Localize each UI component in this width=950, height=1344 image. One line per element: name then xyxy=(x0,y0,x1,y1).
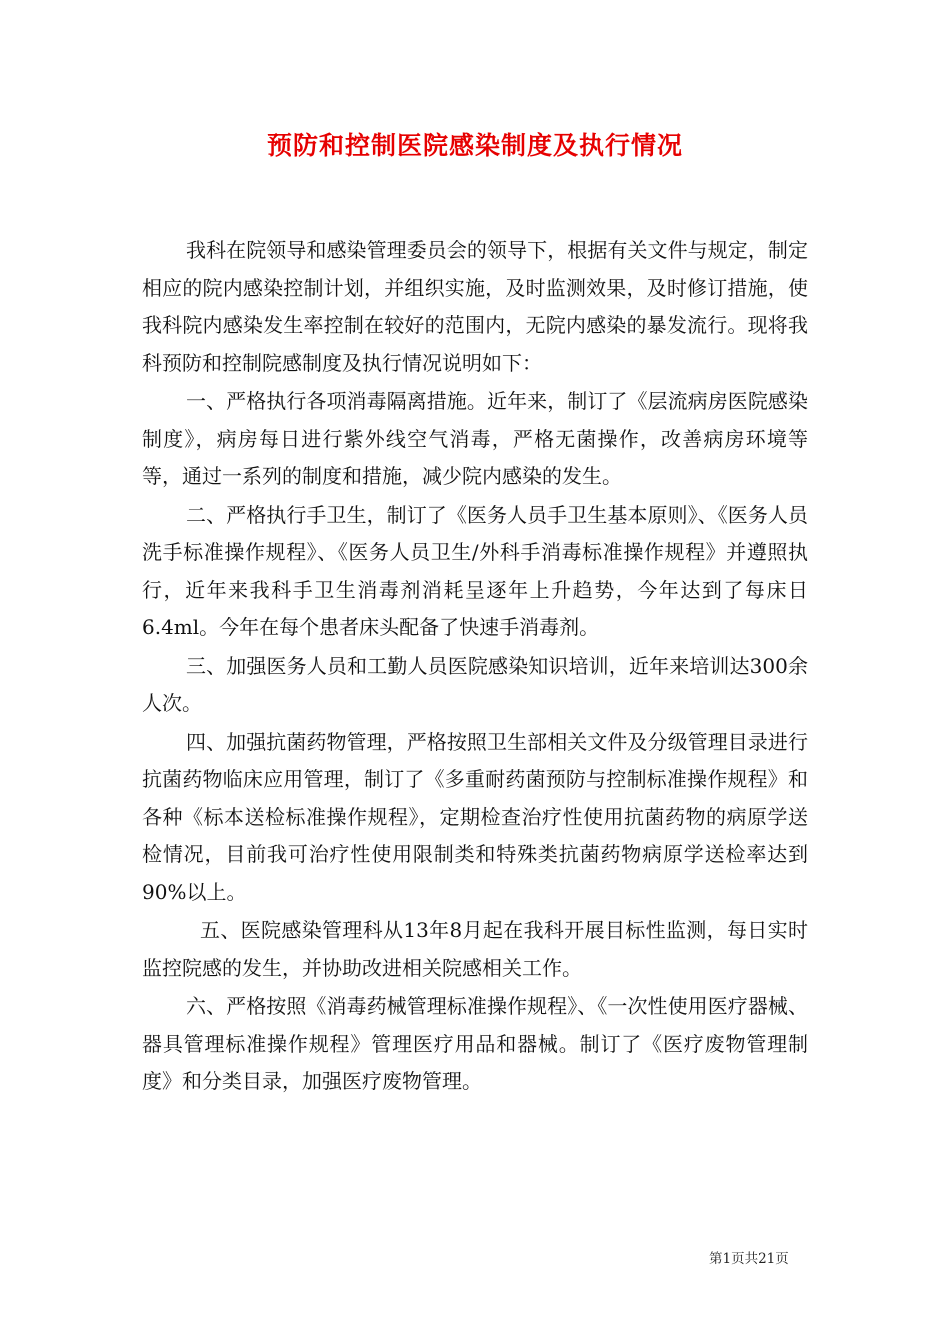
page-number: 第1页共21页 xyxy=(709,1251,789,1267)
paragraph-item-6: 六、严格按照《消毒药械管理标准操作规程》、《一次性使用医疗器械、器具管理标准操作规程》管理医疗用品和器械。制订了《医疗废物管理制度》和分类目录，加强医疗废物管理。 xyxy=(142,994,808,1093)
document-body xyxy=(142,232,808,1101)
paragraph-item-3: 三、加强医务人员和工勤人员医院感染知识培训，近年来培训达300余人次。 xyxy=(142,653,808,715)
paragraph-intro: 我科在院领导和感染管理委员会的领导下，根据有关文件与规定，制定相应的院内感染控制计划，并组织实施，及时监测效果，及时修订措施，使我科院内感染发生率控制在较好的范围内，无院内感染的暴发流行。现将我科预防和控制院感制度及执行情况说明如下： xyxy=(142,238,808,375)
paragraph-item-4: 四、加强抗菌药物管理，严格按照卫生部相关文件及分级管理目录进行抗菌药物临床应用管理，制订了《多重耐药菌预防与控制标准操作规程》和各种《标本送检标准操作规程》，定期检查治疗性使用抗菌药物的病原学送检情况，目前我可治疗性使用限制类和特殊类抗菌药物病原学送检率达到90%以上。 xyxy=(142,729,808,904)
paragraph-item-2: 二、严格执行手卫生，制订了《医务人员手卫生基本原则》、《医务人员洗手标准操作规程》、《医务人员卫生/外科手消毒标准操作规程》并遵照执行，近年来我科手卫生消毒剂消耗呈逐年上升趋势，今年达到了每床日6.4ml。今年在每个患者床头配备了快速手消毒剂。 xyxy=(142,502,808,639)
document-title: 预防和控制医院感染制度及执行情况 xyxy=(266,131,683,160)
paragraph-item-5: 五、医院感染管理科从13年8月起在我科开展目标性监测，每日实时监控院感的发生，并协助改进相关院感相关工作。 xyxy=(142,918,808,980)
paragraph-item-1: 一、严格执行各项消毒隔离措施。近年来，制订了《层流病房医院感染制度》，病房每日进行紫外线空气消毒，严格无菌操作，改善病房环境等等，通过一系列的制度和措施，减少院内感染的发生。 xyxy=(142,389,808,488)
